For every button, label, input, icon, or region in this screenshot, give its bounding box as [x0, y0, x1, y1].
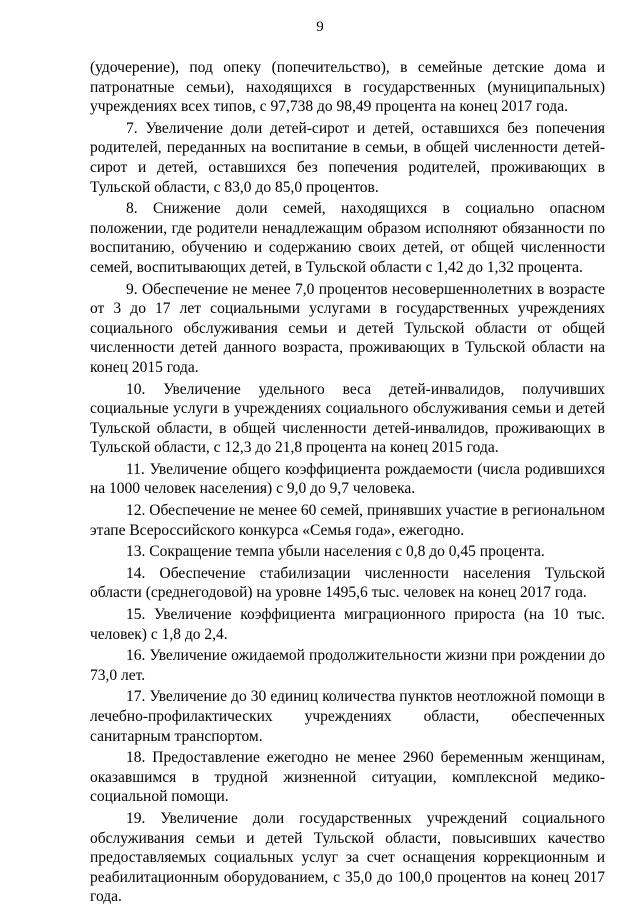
paragraph-item-7: 7. Увеличение доли детей-сирот и детей, оставшихся без попечения родителей, переданных на воспитание в семьи, в общей численности детей-сирот и детей, оставшихся без попечения родителей, проживающих в Тульской области, с 83,0 до 85,0 процентов. — [90, 119, 605, 196]
paragraph-item-13: 13. Сокращение темпа убыли населения с 0,8 до 0,45 процента. — [126, 543, 545, 561]
paragraph-item-18: 18. Предоставление ежегодно не менее 2960 беременным женщинам, оказавшимся в трудной жизненной ситуации, комплексной медико-социальной помощи. — [90, 749, 605, 806]
document-body — [90, 58, 605, 909]
page-number: 9 — [316, 19, 324, 35]
paragraph-item-16: 16. Увеличение ожидаемой продолжительности жизни при рождении до 73,0 лет. — [90, 647, 605, 684]
paragraph-item-12: 12. Обеспечение не менее 60 семей, принявших участие в региональном этапе Всероссийского конкурса «Семья года», ежегодно. — [90, 502, 605, 539]
paragraph-item-14: 14. Обеспечение стабилизации численности населения Тульской области (среднегодовой) на уровне 1495,6 тыс. человек на конец 2017 года. — [90, 564, 605, 602]
paragraph-item-17: 17. Увеличение до 30 единиц количества пунктов неотложной помощи в лечебно-профилактических учреждениях области, обеспеченных санитарным транспортом. — [90, 688, 605, 745]
paragraph-item-10: 10. Увеличение удельного веса детей-инвалидов, получивших социальные услуги в учреждениях социального обслуживания семьи и детей Тульской области, в общей численности детей-инвалидов, проживающих в Тульской области, с 12,3 до 21,8 процента на конец 2015 года. — [90, 380, 605, 457]
paragraph-item-19: 19. Увеличение доли государственных учреждений социального обслуживания семьи и детей Тульской области, повысивших качество предоставляемых социальных услуг за счет оснащения коррекционным и реабилитационным оборудованием, с 35,0 до 100,0 процентов на конец 2017 года. — [90, 809, 605, 906]
paragraph-item-9: 9. Обеспечение не менее 7,0 процентов несовершеннолетних в возрасте от 3 до 17 лет социальными услугами в государственных учреждениях социального обслуживания семьи и детей Тульской области от общей численности детей данного возраста, проживающих в Тульской области на конец 2015 года. — [90, 280, 605, 376]
paragraph-continuation: (удочерение), под опеку (попечительство), в семейные детские дома и патронатные семьи), находящихся в государственных (муниципальных) учреждениях всех типов, с 97,738 до 98,49 процента на конец 2017 года. — [90, 59, 605, 116]
paragraph-item-15: 15. Увеличение коэффициента миграционного прироста (на 10 тыс. человек) с 1,8 до 2,4. — [90, 606, 605, 643]
paragraph-item-11: 11. Увеличение общего коэффициента рождаемости (числа родившихся на 1000 человек населения) с 9,0 до 9,7 человека. — [90, 460, 605, 498]
paragraph-item-8: 8. Снижение доли семей, находящихся в социально опасном положении, где родители ненадлежащим образом исполняют обязанности по воспитанию, обучению и содержанию своих детей, от общей численности семей, воспитывающих детей, в Тульской области с 1,42 до 1,32 процента. — [90, 200, 605, 276]
